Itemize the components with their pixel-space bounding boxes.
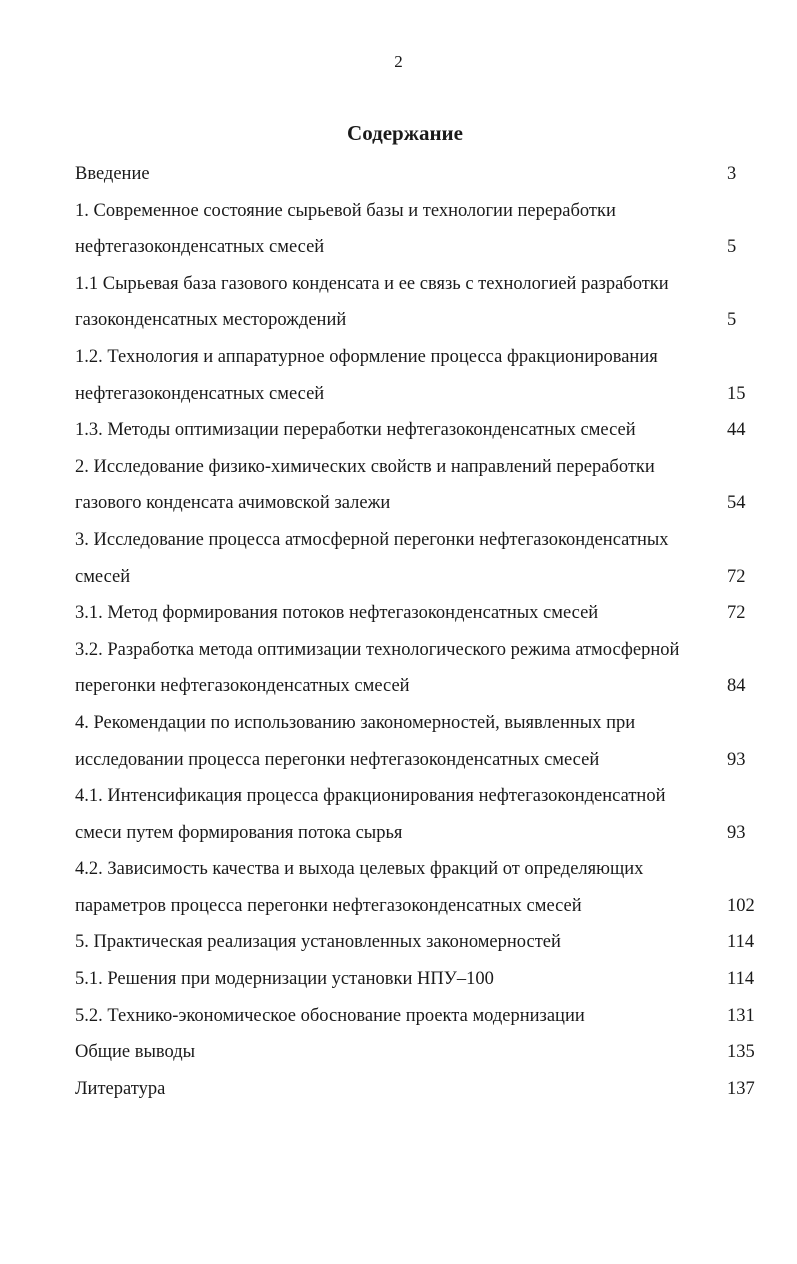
toc-entry-title: [75, 961, 494, 998]
toc-entry-line: 1.1 Сырьевая база газового конденсата и ее связь с технологией разработки: [75, 273, 669, 294]
toc-entry-line: 1.2. Технология и аппаратурное оформление процесса фракционирования: [75, 346, 658, 367]
toc-entry-line: перегонки нефтегазоконденсатных смесей: [75, 676, 410, 697]
toc-entry-title: [75, 522, 669, 595]
toc-entry: [75, 632, 759, 705]
toc-entry-line: исследовании процесса перегонки нефтегазоконденсатных смесей: [75, 749, 600, 770]
toc-entry-line: 5.2. Технико-экономическое обоснование проекта модернизации: [75, 1005, 585, 1026]
toc-entry-title: [75, 1034, 195, 1071]
toc-entry-line: 3.1. Метод формирования потоков нефтегазоконденсатных смесей: [75, 603, 599, 624]
toc-entry-title: [75, 156, 150, 193]
toc-entry: [75, 412, 759, 449]
toc-entry-line: 2. Исследование физико-химических свойств и направлений переработки: [75, 456, 655, 477]
toc-entry-title: [75, 1071, 165, 1108]
toc-entry-page: 54: [727, 493, 746, 514]
toc-entry-title: [75, 193, 616, 266]
toc-entry: [75, 339, 759, 412]
toc-entry-title: [75, 632, 679, 705]
toc-entry-line: смеси путем формирования потока сырья: [75, 822, 403, 843]
toc-entry-page: 114: [727, 969, 755, 990]
toc-entry-page: 137: [727, 1078, 755, 1099]
table-of-contents: [75, 156, 759, 1107]
toc-entry-line: смесей: [75, 566, 131, 587]
toc-entry-line: газового конденсата ачимовской залежи: [75, 493, 391, 514]
toc-entry: [75, 778, 759, 851]
toc-entry-line: Введение: [75, 164, 150, 184]
toc-entry-title: [75, 924, 561, 961]
toc-entry-page: 72: [727, 566, 746, 587]
toc-entry: [75, 961, 759, 998]
toc-entry: [75, 522, 759, 595]
toc-entry: [75, 924, 759, 961]
toc-entry-title: [75, 339, 658, 412]
toc-entry-page: 102: [727, 895, 755, 916]
toc-entry-page: 93: [727, 822, 746, 843]
toc-entry: [75, 1071, 759, 1108]
toc-entry-line: 5.1. Решения при модернизации установки НПУ–100: [75, 969, 494, 990]
toc-entry-title: [75, 705, 635, 778]
toc-entry-title: [75, 851, 643, 924]
toc-entry: [75, 705, 759, 778]
toc-entry-line: 3.2. Разработка метода оптимизации технологического режима атмосферной: [75, 639, 680, 660]
toc-entry-title: [75, 266, 669, 339]
toc-entry-title: [75, 449, 655, 522]
toc-entry-line: 4.2. Зависимость качества и выхода целевых фракций от определяющих: [75, 859, 644, 880]
toc-entry-line: 5. Практическая реализация установленных закономерностей: [75, 932, 561, 953]
toc-entry-line: нефтегазоконденсатных смесей: [75, 237, 325, 258]
toc-entry-page: 93: [727, 749, 746, 770]
toc-entry-line: нефтегазоконденсатных смесей: [75, 383, 325, 404]
toc-entry-line: 4. Рекомендации по использованию закономерностей, выявленных при: [75, 712, 636, 733]
toc-entry-page: 3: [727, 164, 737, 184]
toc-entry-page: 15: [727, 383, 746, 404]
toc-entry-line: 3. Исследование процесса атмосферной перегонки нефтегазоконденсатных: [75, 529, 669, 550]
toc-entry-page: 72: [727, 603, 746, 624]
toc-entry-page: 84: [727, 676, 746, 697]
toc-entry-page: 5: [727, 310, 737, 331]
toc-entry-title: [75, 998, 585, 1035]
toc-entry: [75, 266, 759, 339]
toc-entry-line: 1. Современное состояние сырьевой базы и технологии переработки: [75, 200, 616, 221]
toc-entry-page: 135: [727, 1042, 755, 1063]
page-title: Содержание: [347, 121, 463, 145]
toc-entry-line: Общие выводы: [75, 1042, 196, 1063]
toc-entry-line: 1.3. Методы оптимизации переработки нефтегазоконденсатных смесей: [75, 420, 636, 441]
toc-entry-title: [75, 778, 665, 851]
page-number: 2: [394, 52, 403, 71]
toc-entry-title: [75, 412, 636, 449]
toc-entry: [75, 851, 759, 924]
toc-entry: [75, 156, 759, 193]
toc-entry: [75, 998, 759, 1035]
toc-entry-page: 44: [727, 420, 746, 441]
toc-entry-page: 114: [727, 932, 755, 953]
toc-entry-line: Литература: [75, 1078, 166, 1099]
toc-entry-page: 5: [727, 237, 737, 258]
toc-entry: [75, 1034, 759, 1071]
toc-entry-title: [75, 595, 598, 632]
toc-entry-line: газоконденсатных месторождений: [75, 310, 347, 331]
toc-entry: [75, 595, 759, 632]
toc-entry-line: 4.1. Интенсификация процесса фракционирования нефтегазоконденсатной: [75, 786, 666, 807]
toc-entry-line: параметров процесса перегонки нефтегазоконденсатных смесей: [75, 895, 582, 916]
toc-entry-page: 131: [727, 1005, 755, 1026]
toc-entry: [75, 449, 759, 522]
toc-entry: [75, 193, 759, 266]
